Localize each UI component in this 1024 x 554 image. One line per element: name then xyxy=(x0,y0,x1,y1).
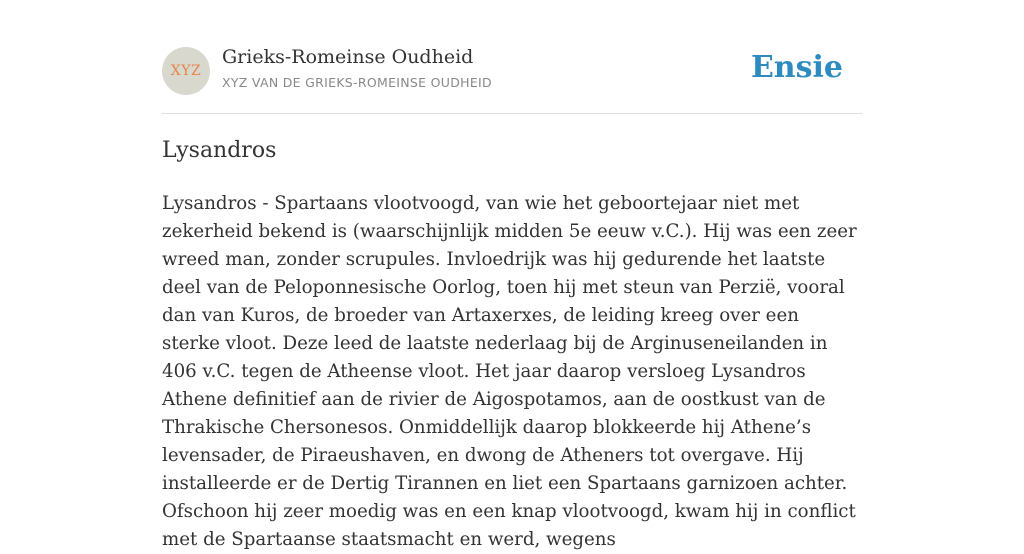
article-title: Lysandros xyxy=(162,138,277,163)
brand-logo-link[interactable]: Ensie xyxy=(750,50,843,85)
avatar-text: XYZ xyxy=(170,63,202,79)
source-avatar[interactable] xyxy=(162,47,210,95)
source-title[interactable]: Grieks-Romeinse Oudheid xyxy=(222,46,474,68)
header xyxy=(162,40,862,114)
source-subtitle: XYZ VAN DE GRIEKS-ROMEINSE OUDHEID xyxy=(222,75,492,90)
article-body: Lysandros - Spartaans vlootvoogd, van wie het geboortejaar niet met zekerheid bekend is (waarschijnlijk midden 5e eeuw v.C.). Hij was een zeer wreed man, zonder scrupules. Invloedrijk was hij gedurende het laatste deel van de Peloponnesische Oorlog, toen hij met steun van Perzië, vooral dan van Kuros, de broeder van Artaxerxes, de leiding kreeg over een sterke vloot. Deze leed de laatste nederlaag bij de Arginuseneilanden in 406 v.C. tegen de Atheense vloot. Het jaar daarop versloeg Lysandros Athene definitief aan de rivier de Aigospotamos, aan de oostkust van de Thrakische Chersonesos. Onmiddellijk daarop blokkeerde hij Athene’s levensader, de Piraeushaven, en dwong de Atheners tot overgave. Hij installeerde er de Dertig Tirannen en liet een Spartaans garnizoen achter. Ofschoon hij zeer moedig was en een knap vlootvoogd, kwam hij in conflict met de Spartaanse staatsmacht en werd, wegens xyxy=(162,193,857,550)
